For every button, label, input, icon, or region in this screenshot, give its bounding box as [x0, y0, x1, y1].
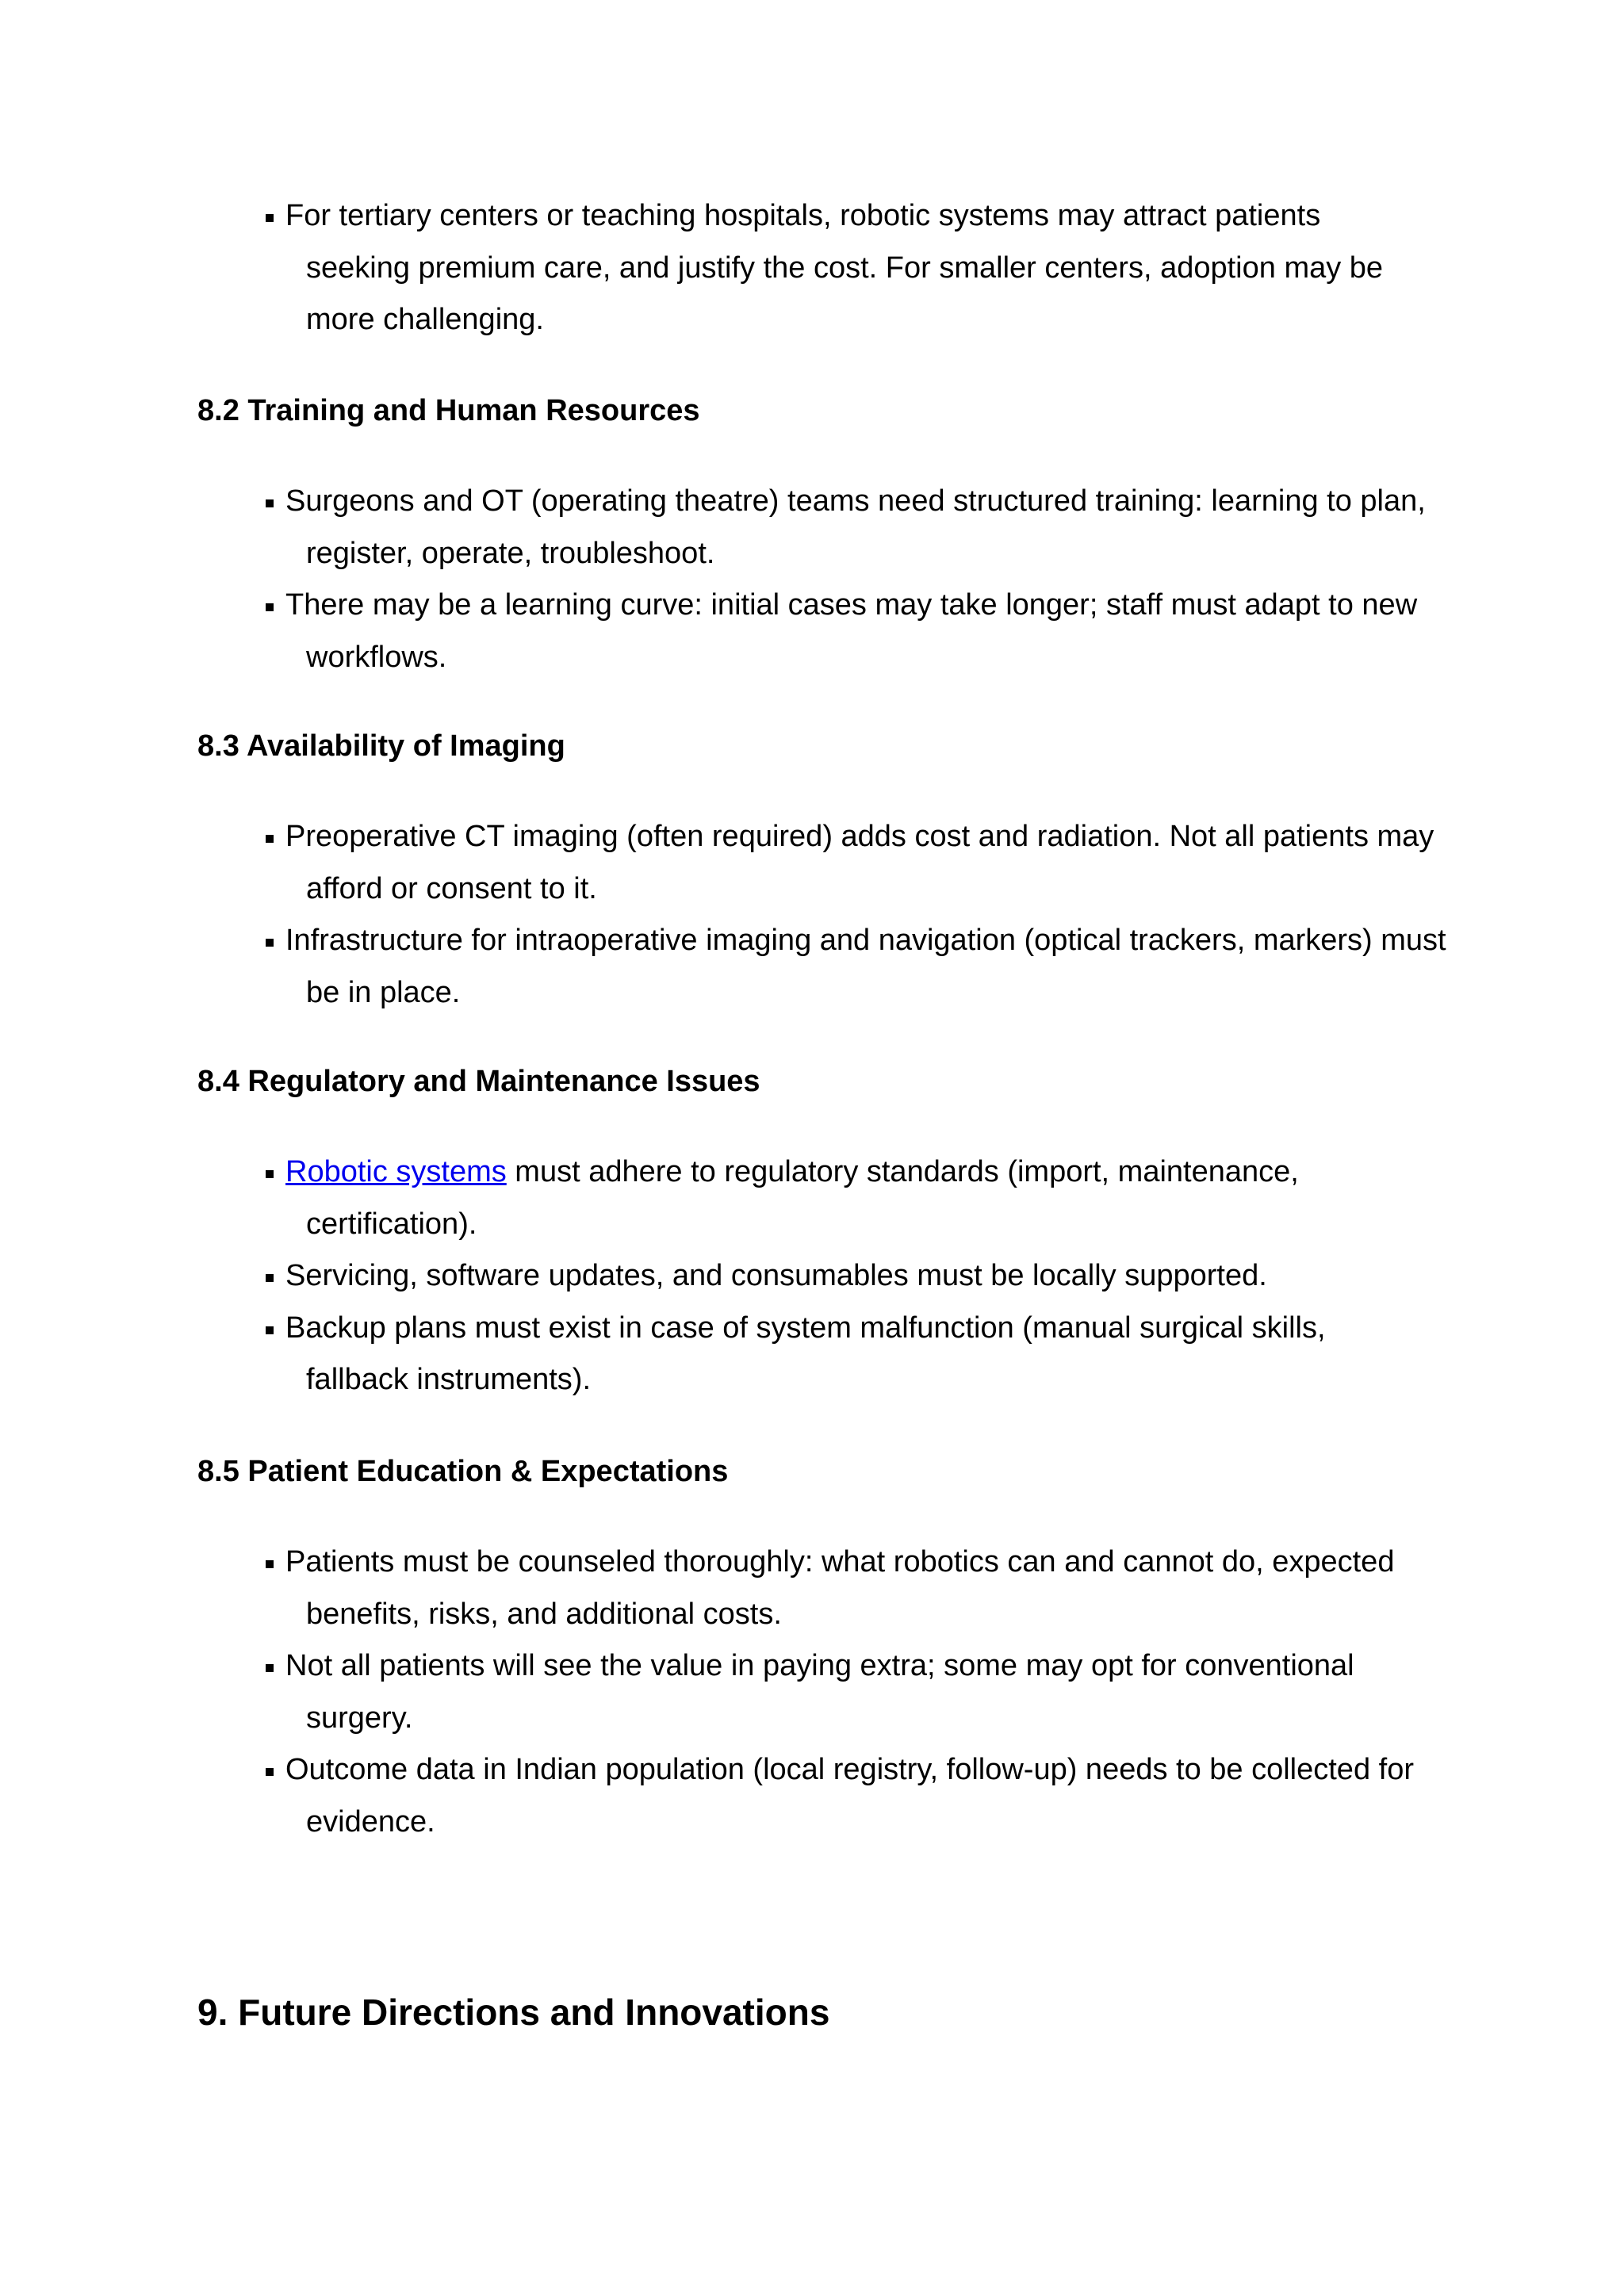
list-item: [266, 190, 1400, 346]
list-item: [266, 476, 1432, 580]
list-item-text: Surgeons and OT (operating theatre) teams need structured training: learning to plan, register, operate, troubleshoot.: [285, 484, 1426, 570]
list-item: [266, 811, 1440, 915]
bullet-marker: [266, 1274, 274, 1282]
list-item-text: Not all patients will see the value in paying extra; some may opt for conventional surgery.: [285, 1649, 1354, 1735]
list-item: [266, 915, 1448, 1019]
list-item-text: Infrastructure for intraoperative imaging and navigation (optical trackers, markers) must be in place.: [285, 924, 1446, 1009]
list-item-text: There may be a learning curve: initial cases may take longer; staff must adapt to new workflows.: [285, 588, 1418, 674]
list-item: [266, 1303, 1400, 1406]
subheading-8-5: 8.5 Patient Education & Expectations: [197, 1455, 729, 1488]
bullet-marker: [266, 1664, 274, 1672]
bullet-marker: [266, 1768, 274, 1776]
list-item: [266, 1250, 1480, 1303]
bullet-marker: [266, 835, 274, 843]
bullet-list-8-5: [266, 1536, 1456, 1848]
list-item: [266, 1536, 1464, 1640]
list-item-text: must adhere to regulatory standards (import, maintenance, certification).: [306, 1155, 1299, 1241]
list-item-text: For tertiary centers or teaching hospitals, robotic systems may attract patients seeking premium care, and justify the cost. For smaller centers, adoption may be more challenging.: [285, 199, 1384, 336]
section-heading-9: 9. Future Directions and Innovations: [197, 1992, 830, 2033]
list-item: [266, 1640, 1432, 1744]
list-item-text: Servicing, software updates, and consumables must be locally supported.: [285, 1259, 1267, 1292]
bullet-list-8-3: [266, 811, 1456, 1019]
bullet-list-8-1: [266, 190, 1456, 346]
subheading-8-4: 8.4 Regulatory and Maintenance Issues: [197, 1065, 760, 1098]
list-item-text: Outcome data in Indian population (local registry, follow-up) needs to be collected for evidence.: [285, 1753, 1414, 1839]
list-item-text: Preoperative CT imaging (often required) adds cost and radiation. Not all patients may afford or consent to it.: [285, 820, 1434, 905]
list-item-text: Patients must be counseled thoroughly: what robotics can and cannot do, expected benefits, risks, and additional costs.: [285, 1545, 1395, 1631]
bullet-marker: [266, 499, 274, 507]
list-item: [266, 1744, 1480, 1848]
list-item-text: Backup plans must exist in case of system malfunction (manual surgical skills, fallback instruments).: [285, 1311, 1326, 1396]
bullet-marker: [266, 1170, 274, 1178]
bullet-marker: [266, 1326, 274, 1334]
robotic-systems-link[interactable]: Robotic systems: [285, 1155, 507, 1188]
list-item: [266, 580, 1480, 683]
list-item: [266, 1146, 1385, 1250]
bullet-list-8-2: [266, 476, 1456, 683]
bullet-marker: [266, 1560, 274, 1568]
bullet-marker: [266, 603, 274, 611]
subheading-8-3: 8.3 Availability of Imaging: [197, 729, 565, 763]
subheading-8-2: 8.2 Training and Human Resources: [197, 394, 700, 427]
bullet-marker: [266, 939, 274, 947]
bullet-list-8-4: [266, 1146, 1456, 1406]
bullet-marker: [266, 214, 274, 222]
